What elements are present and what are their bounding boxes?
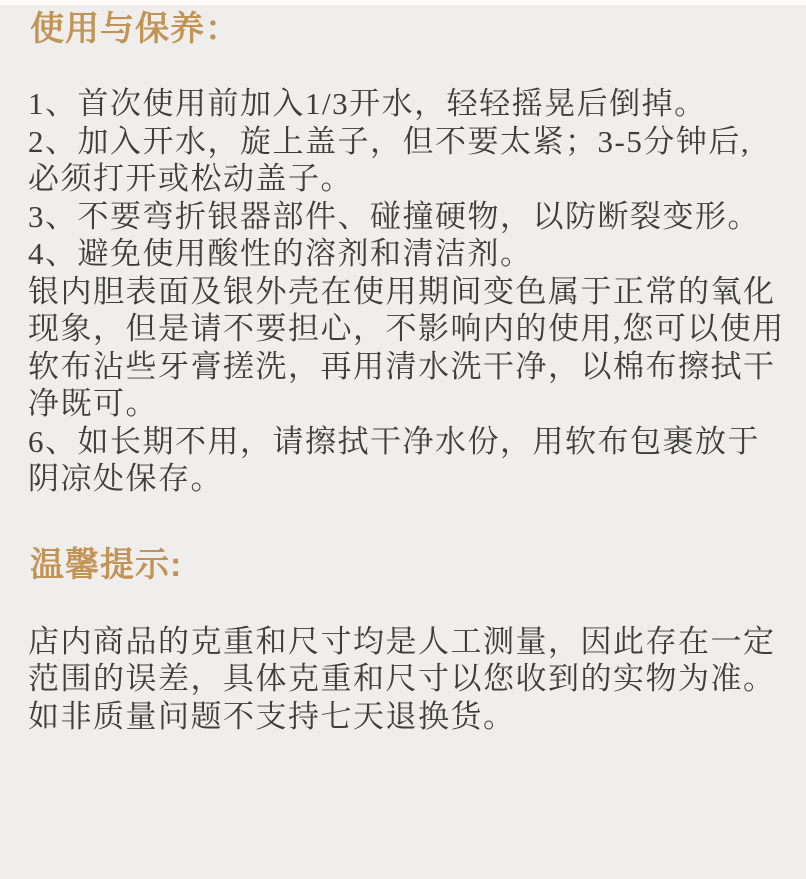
product-description-section — [0, 9, 806, 735]
care-line: 阴凉处保存。 — [28, 461, 223, 496]
tips-line: 如非质量问题不支持七天退换货。 — [28, 698, 516, 734]
tips-line: 店内商品的克重和尺寸均是人工测量，因此存在一定 — [28, 623, 776, 659]
tips-section-title: 温馨提示: — [30, 545, 183, 584]
care-line: 2、加入开水，旋上盖子，但不要太紧；3-5分钟后, — [28, 123, 751, 159]
care-line: 净既可。 — [28, 386, 158, 421]
care-line: 必须打开或松动盖子。 — [28, 161, 353, 196]
tips-line: 范围的误差，具体克重和尺寸以您收到的实物为准。 — [28, 661, 776, 696]
care-line: 4、避免使用酸性的溶剂和清洁剂。 — [28, 236, 533, 271]
care-line: 6、如长期不用，请擦拭干净水份，用软布包裹放于 — [28, 423, 760, 459]
care-line: 1、首次使用前加入1/3开水，轻轻摇晃后倒掉。 — [28, 86, 707, 121]
care-line: 软布沾些牙膏搓洗，再用清水洗干净，以棉布擦拭干 — [28, 348, 776, 384]
tips-paragraph — [28, 623, 786, 736]
care-line: 银内胆表面及银外壳在使用期间变色属于正常的氧化 — [28, 273, 776, 309]
care-line: 现象，但是请不要担心，不影响内的使用,您可以使用 — [28, 311, 785, 346]
top-divider — [0, 0, 806, 5]
care-instructions — [28, 85, 786, 498]
care-section-title: 使用与保养： — [30, 10, 240, 48]
care-line: 3、不要弯折银器部件、碰撞硬物，以防断裂变形。 — [28, 198, 760, 234]
